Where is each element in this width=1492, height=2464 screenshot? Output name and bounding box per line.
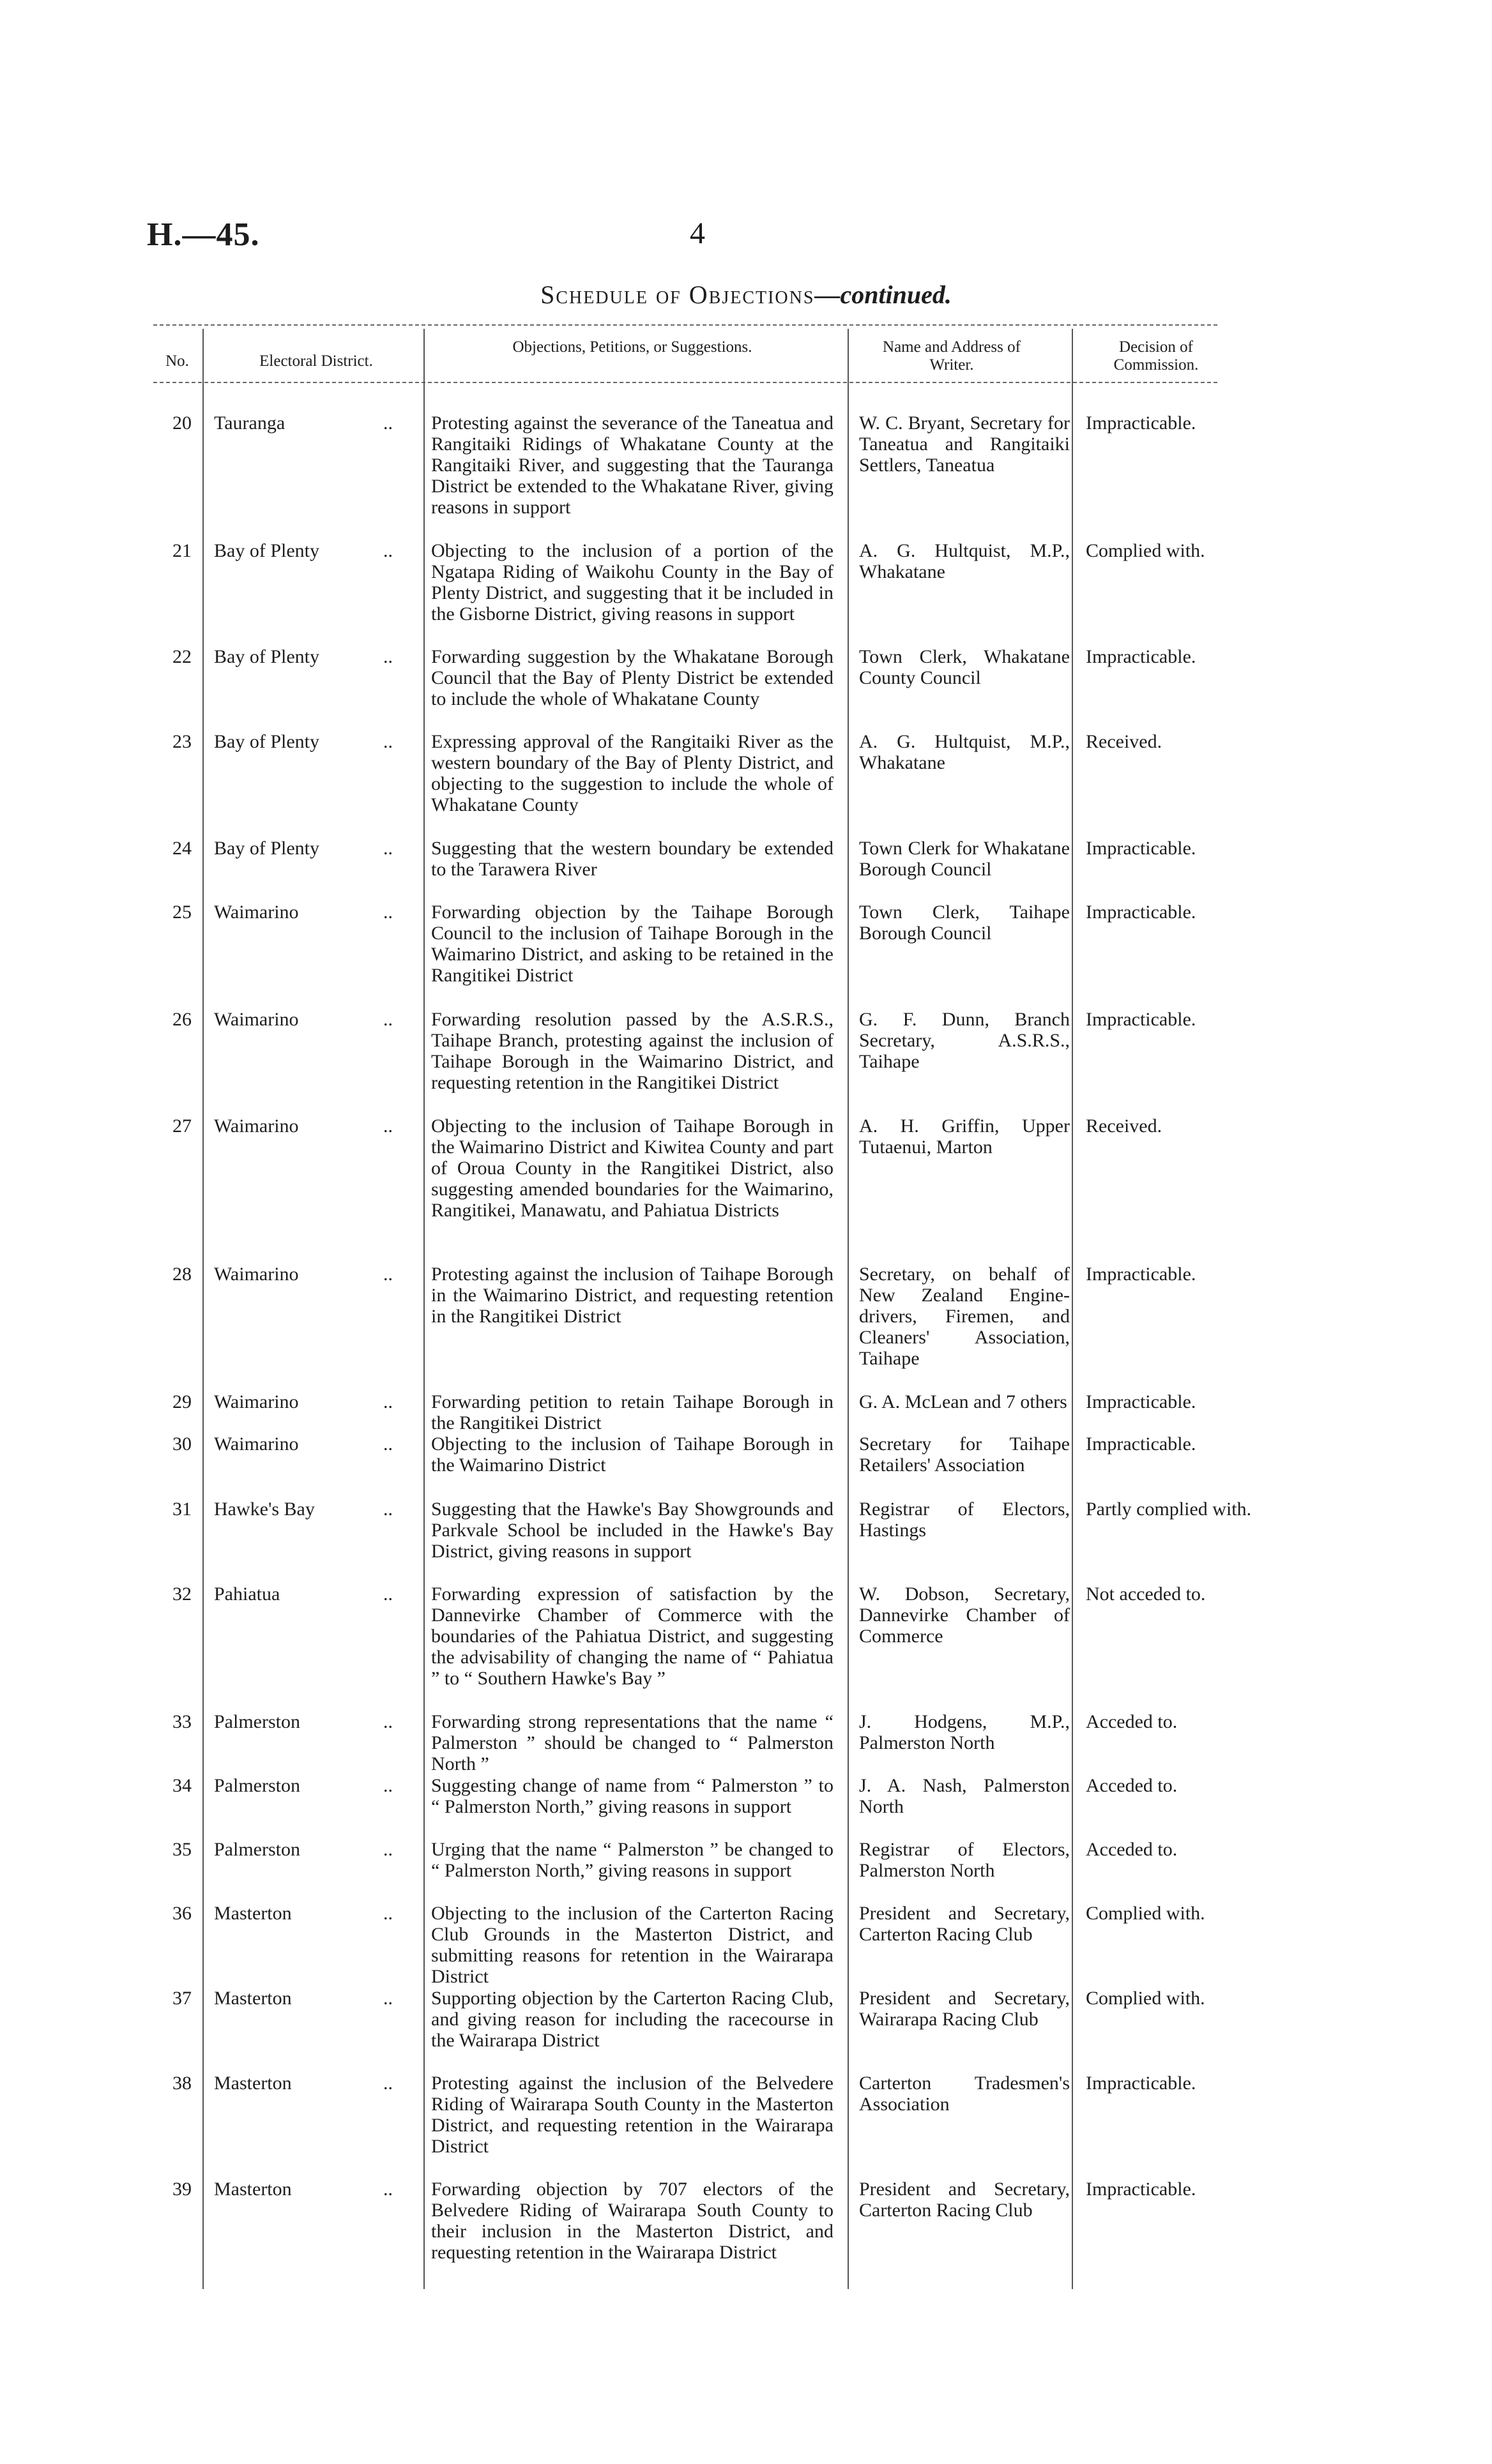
row-leader-dots: .. [383, 1433, 393, 1455]
column-rule-4 [1072, 329, 1073, 2289]
row-leader-dots: .. [383, 2073, 393, 2094]
row-district: Masterton [214, 2179, 292, 2200]
row-number: 23 [172, 731, 192, 752]
row-number: 31 [172, 1499, 192, 1520]
row-district: Waimarino [214, 1115, 299, 1137]
row-district: Bay of Plenty [214, 646, 319, 667]
row-writer: Secretary for Taihape Retailers' Association [859, 1433, 1070, 1476]
row-leader-dots: .. [383, 902, 393, 923]
row-district: Palmerston [214, 1711, 300, 1732]
row-leader-dots: .. [383, 1711, 393, 1732]
row-writer: President and Secretary, Carterton Racing Club [859, 1903, 1070, 1945]
schedule-title [0, 280, 1492, 310]
row-decision: Received. [1086, 731, 1162, 752]
schedule-title-main: Schedule of Objections [540, 280, 815, 309]
row-leader-dots: .. [383, 1903, 393, 1924]
row-objection: Protesting against the inclusion of Taihape Borough in the Waimarino District, and requesting retention in the Rangitikei District [431, 1264, 834, 1327]
row-decision: Impracticable. [1086, 412, 1196, 434]
row-objection: Objecting to the inclusion of the Carterton Racing Club Grounds in the Masterton District, and submitting reasons for retention in the Wairarapa District [431, 1903, 834, 1987]
row-number: 38 [172, 2073, 192, 2094]
row-objection: Objecting to the inclusion of a portion of the Ngatapa Riding of Waikohu County in the Bay of Plenty District, and suggesting that it be included in the Gisborne District, giving reasons in support [431, 540, 834, 624]
row-writer: Registrar of Electors, Hastings [859, 1499, 1070, 1541]
row-decision: Complied with. [1086, 1988, 1205, 2009]
row-writer: W. C. Bryant, Secretary for Taneatua and Rangitaiki Settlers, Taneatua [859, 412, 1070, 476]
row-writer: A. G. Hultquist, M.P., Whakatane [859, 731, 1070, 773]
row-decision: Impracticable. [1086, 646, 1196, 667]
row-district: Bay of Plenty [214, 540, 319, 561]
row-leader-dots: .. [383, 1009, 393, 1030]
row-leader-dots: .. [383, 540, 393, 561]
row-number: 20 [172, 412, 192, 434]
row-number: 25 [172, 902, 192, 923]
row-writer: J. A. Nash, Palmerston North [859, 1775, 1070, 1817]
row-objection: Suggesting that the western boundary be extended to the Tarawera River [431, 838, 834, 880]
row-decision: Impracticable. [1086, 2073, 1196, 2094]
row-leader-dots: .. [383, 838, 393, 859]
row-objection: Forwarding objection by the Taihape Borough Council to the inclusion of Taihape Borough in the Waimarino District, and asking to be retained in the Rangitikei District [431, 902, 834, 986]
row-decision: Received. [1086, 1115, 1162, 1137]
row-leader-dots: .. [383, 1499, 393, 1520]
row-objection: Forwarding suggestion by the Whakatane Borough Council that the Bay of Plenty District be extended to include the whole of Whakatane County [431, 646, 834, 709]
row-district: Masterton [214, 1903, 292, 1924]
row-number: 35 [172, 1839, 192, 1860]
row-writer: President and Secretary, Wairarapa Racing Club [859, 1988, 1070, 2030]
row-number: 33 [172, 1711, 192, 1732]
header-no: No. [165, 352, 189, 370]
row-district: Waimarino [214, 1433, 299, 1455]
row-district: Tauranga [214, 412, 285, 434]
row-district: Waimarino [214, 1009, 299, 1030]
row-leader-dots: .. [383, 646, 393, 667]
row-decision: Acceded to. [1086, 1711, 1178, 1732]
row-writer: A. G. Hultquist, M.P., Whakatane [859, 540, 1070, 582]
row-leader-dots: .. [383, 1264, 393, 1285]
row-district: Pahiatua [214, 1583, 280, 1605]
row-leader-dots: .. [383, 2179, 393, 2200]
row-decision: Impracticable. [1086, 1391, 1196, 1412]
row-writer: Carterton Tradesmen's Association [859, 2073, 1070, 2115]
row-number: 32 [172, 1583, 192, 1605]
row-decision: Not acceded to. [1086, 1583, 1206, 1605]
row-number: 21 [172, 540, 192, 561]
column-rule-3 [848, 329, 849, 2289]
row-writer: W. Dobson, Secretary, Dannevirke Chamber of Commerce [859, 1583, 1070, 1647]
row-objection: Forwarding strong representations that the name “ Palmerston ” should be changed to “ Palmerston North ” [431, 1711, 834, 1774]
row-objection: Protesting against the inclusion of the Belvedere Riding of Wairarapa South County in the Masterton District, and requesting retention in the Wairarapa District [431, 2073, 834, 2157]
header-writer: Name and Address of Writer. [883, 338, 1021, 374]
row-district: Bay of Plenty [214, 838, 319, 859]
document-code: H.—45. [147, 216, 260, 253]
row-writer: President and Secretary, Carterton Racing Club [859, 2179, 1070, 2221]
row-district: Waimarino [214, 1264, 299, 1285]
row-leader-dots: .. [383, 1839, 393, 1860]
row-number: 24 [172, 838, 192, 859]
row-objection: Objecting to the inclusion of Taihape Borough in the Waimarino District [431, 1433, 834, 1476]
row-writer: G. F. Dunn, Branch Secretary, A.S.R.S., Taihape [859, 1009, 1070, 1072]
row-writer: Secretary, on behalf of New Zealand Engine-drivers, Firemen, and Cleaners' Association, Taihape [859, 1264, 1070, 1369]
header-top-rule [153, 324, 1220, 326]
header-district: Electoral District. [259, 352, 373, 370]
row-objection: Objecting to the inclusion of Taihape Borough in the Waimarino District and Kiwitea County and part of Oroua County in the Rangitikei District, also suggesting amended boundaries for the Waimarino, Rangitikei, Manawatu, and Pahiatua Districts [431, 1115, 834, 1221]
row-leader-dots: .. [383, 731, 393, 752]
page-number: 4 [690, 216, 705, 250]
row-leader-dots: .. [383, 1583, 393, 1605]
row-objection: Expressing approval of the Rangitaiki River as the western boundary of the Bay of Plenty District, and objecting to the suggestion to include the whole of Whakatane County [431, 731, 834, 815]
row-number: 29 [172, 1391, 192, 1412]
row-number: 27 [172, 1115, 192, 1137]
row-leader-dots: .. [383, 1115, 393, 1137]
row-district: Masterton [214, 2073, 292, 2094]
row-decision: Complied with. [1086, 1903, 1205, 1924]
row-writer: A. H. Griffin, Upper Tutaenui, Marton [859, 1115, 1070, 1158]
row-decision: Impracticable. [1086, 838, 1196, 859]
row-decision: Impracticable. [1086, 2179, 1196, 2200]
row-decision: Impracticable. [1086, 1009, 1196, 1030]
row-decision: Acceded to. [1086, 1775, 1178, 1796]
row-decision: Partly complied with. [1086, 1499, 1252, 1520]
row-district: Waimarino [214, 1391, 299, 1412]
row-decision: Impracticable. [1086, 1264, 1196, 1285]
row-objection: Suggesting change of name from “ Palmerston ” to “ Palmerston North,” giving reasons in support [431, 1775, 834, 1817]
row-district: Masterton [214, 1988, 292, 2009]
row-decision: Acceded to. [1086, 1839, 1178, 1860]
row-number: 22 [172, 646, 192, 667]
row-objection: Suggesting that the Hawke's Bay Showgrounds and Parkvale School be included in the Hawke's Bay District, giving reasons in support [431, 1499, 834, 1562]
row-leader-dots: .. [383, 412, 393, 434]
header-bottom-rule [153, 382, 1220, 383]
row-number: 26 [172, 1009, 192, 1030]
row-number: 28 [172, 1264, 192, 1285]
row-writer: Town Clerk, Whakatane County Council [859, 646, 1070, 688]
schedule-title-continued: —continued. [814, 280, 952, 309]
row-writer: Registrar of Electors, Palmerston North [859, 1839, 1070, 1881]
header-decision: Decision of Commission. [1113, 338, 1199, 374]
row-decision: Complied with. [1086, 540, 1205, 561]
row-number: 34 [172, 1775, 192, 1796]
row-leader-dots: .. [383, 1988, 393, 2009]
row-writer: Town Clerk for Whakatane Borough Council [859, 838, 1070, 880]
row-objection: Forwarding petition to retain Taihape Borough in the Rangitikei District [431, 1391, 834, 1433]
row-decision: Impracticable. [1086, 1433, 1196, 1455]
column-rule-2 [423, 329, 425, 2289]
row-district: Waimarino [214, 902, 299, 923]
header-objection: Objections, Petitions, or Suggestions. [512, 338, 752, 356]
row-objection: Forwarding expression of satisfaction by the Dannevirke Chamber of Commerce with the boundaries of the Pahiatua District, and suggesting the advisability of changing the name of “ Pahiatua ” to “ Southern Hawke's Bay ” [431, 1583, 834, 1689]
row-decision: Impracticable. [1086, 902, 1196, 923]
row-district: Palmerston [214, 1839, 300, 1860]
row-writer: G. A. McLean and 7 others [859, 1391, 1067, 1412]
row-district: Hawke's Bay [214, 1499, 315, 1520]
row-number: 37 [172, 1988, 192, 2009]
row-objection: Forwarding resolution passed by the A.S.R.S., Taihape Branch, protesting against the inclusion of Taihape Borough in the Waimarino District, and requesting retention in the Rangitikei District [431, 1009, 834, 1093]
row-objection: Protesting against the severance of the Taneatua and Rangitaiki Ridings of Whakatane County at the Rangitaiki River, and suggesting that the Tauranga District be extended to the Whakatane River, giving reasons in support [431, 412, 834, 518]
row-leader-dots: .. [383, 1775, 393, 1796]
row-objection: Urging that the name “ Palmerston ” be changed to “ Palmerston North,” giving reasons in support [431, 1839, 834, 1881]
column-rule-1 [202, 329, 204, 2289]
row-writer: Town Clerk, Taihape Borough Council [859, 902, 1070, 944]
row-leader-dots: .. [383, 1391, 393, 1412]
row-district: Palmerston [214, 1775, 300, 1796]
row-district: Bay of Plenty [214, 731, 319, 752]
row-objection: Forwarding objection by 707 electors of the Belvedere Riding of Wairarapa South County to their inclusion in the Masterton District, and requesting retention in the Wairarapa District [431, 2179, 834, 2263]
row-objection: Supporting objection by the Carterton Racing Club, and giving reason for including the racecourse in the Wairarapa District [431, 1988, 834, 2051]
row-number: 30 [172, 1433, 192, 1455]
row-writer: J. Hodgens, M.P., Palmerston North [859, 1711, 1070, 1753]
row-number: 39 [172, 2179, 192, 2200]
row-number: 36 [172, 1903, 192, 1924]
